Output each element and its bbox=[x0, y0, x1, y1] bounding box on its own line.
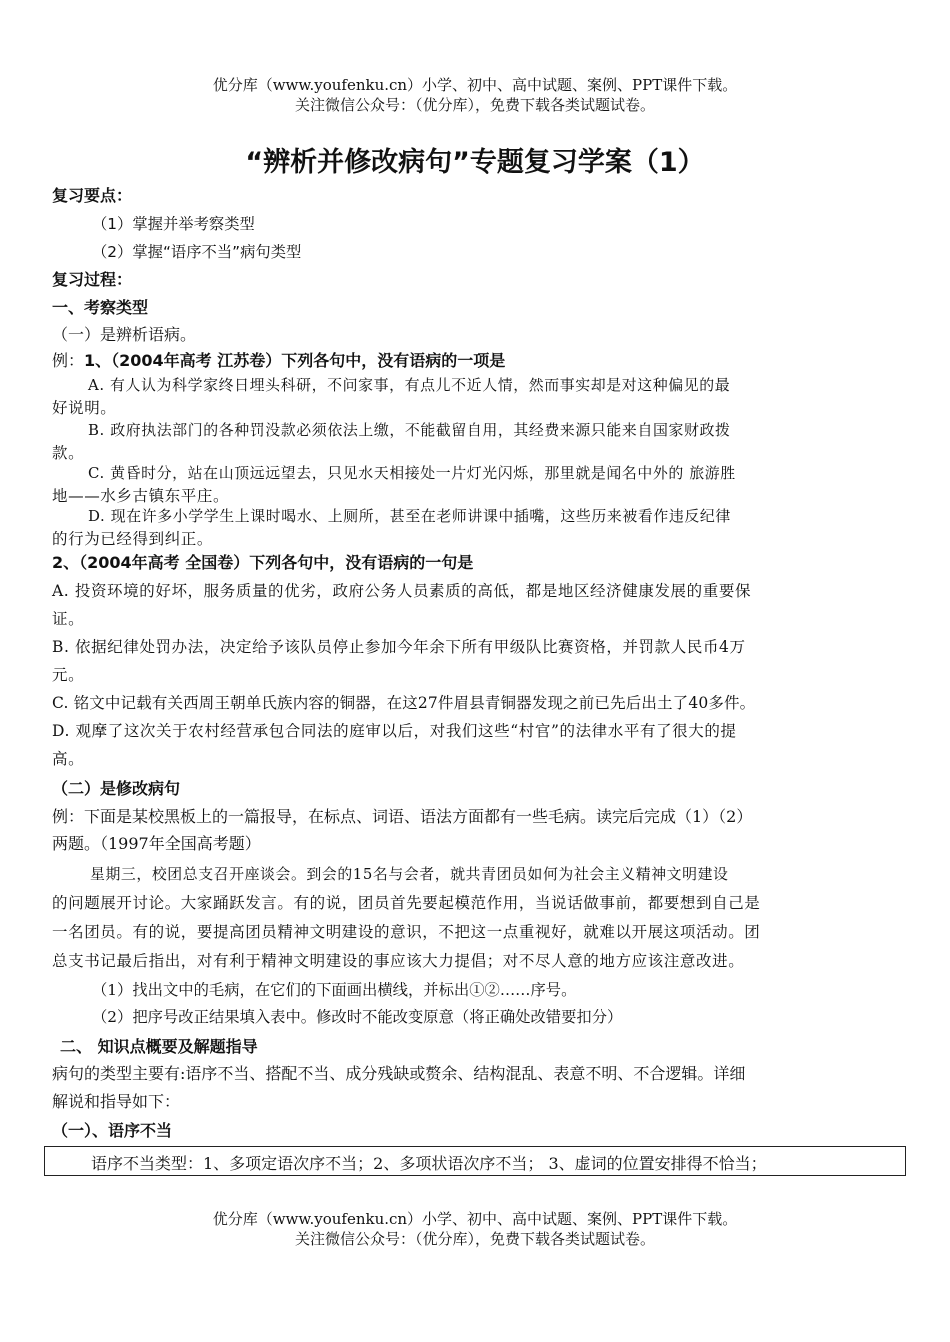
word-order-types-box bbox=[44, 1146, 906, 1176]
question-1-text: 1、（2004年高考 江苏卷）下列各句中，没有语病的一项是 bbox=[84, 351, 506, 370]
page-footer-line1: 优分库（www.youfenku.cn）小学、初中、高中试题、案例、PPT课件下载。 bbox=[212, 1210, 738, 1228]
section2-sub1: （一）、语序不当 bbox=[52, 1121, 173, 1140]
q1-option-a-line1: A. 有人认为科学家终日埋头科研，不问家事，有点儿不近人情，然而事实却是对这种偏见的最 bbox=[88, 376, 731, 394]
question-1 bbox=[52, 350, 902, 372]
example2-line2: 两题。（1997年全国高考题） bbox=[52, 834, 261, 853]
q1-option-c-line2: 地——水乡古镇东平庄。 bbox=[52, 487, 230, 505]
passage-line3: 一名团员。有的说，要提高团员精神文明建设的意识，不把这一点重视好，就难以开展这项活动。团 bbox=[52, 923, 761, 941]
page-footer-line2: 关注微信公众号：（优分库），免费下载各类试题试卷。 bbox=[294, 1230, 655, 1248]
section2-heading: 二、 知识点概要及解题指导 bbox=[60, 1037, 258, 1056]
q1-option-d-line2: 的行为已经得到纠正。 bbox=[52, 530, 214, 548]
example2-line1: 例：下面是某校黑板上的一篇报导，在标点、词语、语法方面都有一些毛病。读完后完成（1）（2） bbox=[52, 807, 753, 826]
passage-line2: 的问题展开讨论。大家踊跃发言。有的说，团员首先要起模范作用，当说话做事前，都要想到自己是 bbox=[52, 894, 761, 912]
page-header-line2: 关注微信公众号：（优分库），免费下载各类试题试卷。 bbox=[294, 96, 655, 114]
page-title: “辨析并修改病句”专题复习学案（1） bbox=[245, 147, 705, 178]
example-prefix: 例： bbox=[52, 351, 85, 370]
q1-option-d-line1: D. 现在许多小学学生上课时喝水、上厕所，甚至在老师讲课中插嘴，这些历来被看作违反纪律 bbox=[88, 507, 731, 525]
section1-heading: 一、考察类型 bbox=[52, 298, 149, 317]
page-header-line1: 优分库（www.youfenku.cn）小学、初中、高中试题、案例、PPT课件下载。 bbox=[212, 76, 738, 94]
word-order-types-text: 语序不当类型：1、多项定语次序不当；2、多项状语次序不当； 3、虚词的位置安排得不恰当； bbox=[91, 1154, 767, 1173]
q2-option-d-line2: 高。 bbox=[52, 750, 85, 768]
passage-line4: 总支书记最后指出，对有利于精神文明建设的事应该大力提倡；对不尽人意的地方应该注意改进。 bbox=[52, 952, 745, 970]
q2-option-c: C. 铭文中记载有关西周王朝单氏族内容的铜器，在这27件眉县青铜器发现之前已先后出土了40多件。 bbox=[52, 694, 756, 712]
review-point-1: （1）掌握并举考察类型 bbox=[92, 215, 255, 233]
q2-option-a-line2: 证。 bbox=[52, 610, 85, 628]
review-points-heading: 复习要点： bbox=[52, 186, 133, 205]
review-point-2: （2）掌握“语序不当”病句类型 bbox=[92, 243, 302, 261]
q2-option-b-line1: B. 依据纪律处罚办法，决定给予该队员停止参加今年余下所有甲级队比赛资格，并罚款人民币4万 bbox=[52, 638, 746, 656]
q1-option-c-line1: C. 黄昏时分，站在山顶远远望去，只见水天相接处一片灯光闪烁，那里就是闻名中外的 旅游胜 bbox=[88, 464, 736, 482]
section1-sub2: （二）是修改病句 bbox=[52, 779, 181, 798]
passage-line1: 星期三，校团总支召开座谈会。到会的15名与会者，就共青团员如何为社会主义精神文明建设 bbox=[90, 865, 729, 883]
process-heading: 复习过程： bbox=[52, 270, 133, 289]
q1-option-a-line2: 好说明。 bbox=[52, 399, 117, 417]
q1-option-b-line1: B. 政府执法部门的各种罚没款必须依法上缴，不能截留自用，其经费来源只能来自国家财政拨 bbox=[88, 421, 731, 439]
question-2: 2、（2004年高考 全国卷）下列各句中，没有语病的一句是 bbox=[52, 553, 474, 572]
task-2: （2）把序号改正结果填入表中。修改时不能改变原意（将正确处改错要扣分） bbox=[92, 1008, 623, 1026]
q2-option-a-line1: A. 投资环境的好坏，服务质量的优劣，政府公务人员素质的高低，都是地区经济健康发展的重要保 bbox=[52, 582, 752, 600]
task-1: （1）找出文中的毛病，在它们的下面画出横线，并标出①②……序号。 bbox=[92, 981, 577, 999]
section2-intro-line2: 解说和指导如下： bbox=[52, 1092, 181, 1111]
section2-intro-line1: 病句的类型主要有:语序不当、搭配不当、成分残缺或赘余、结构混乱、表意不明、不合逻辑。详细 bbox=[52, 1064, 746, 1083]
q2-option-b-line2: 元。 bbox=[52, 666, 85, 684]
section1-sub1: （一）是辨析语病。 bbox=[52, 325, 197, 344]
q1-option-b-line2: 款。 bbox=[52, 444, 85, 462]
q2-option-d-line1: D. 观摩了这次关于农村经营承包合同法的庭审以后，对我们这些“村官”的法律水平有了很大的提 bbox=[52, 722, 737, 740]
